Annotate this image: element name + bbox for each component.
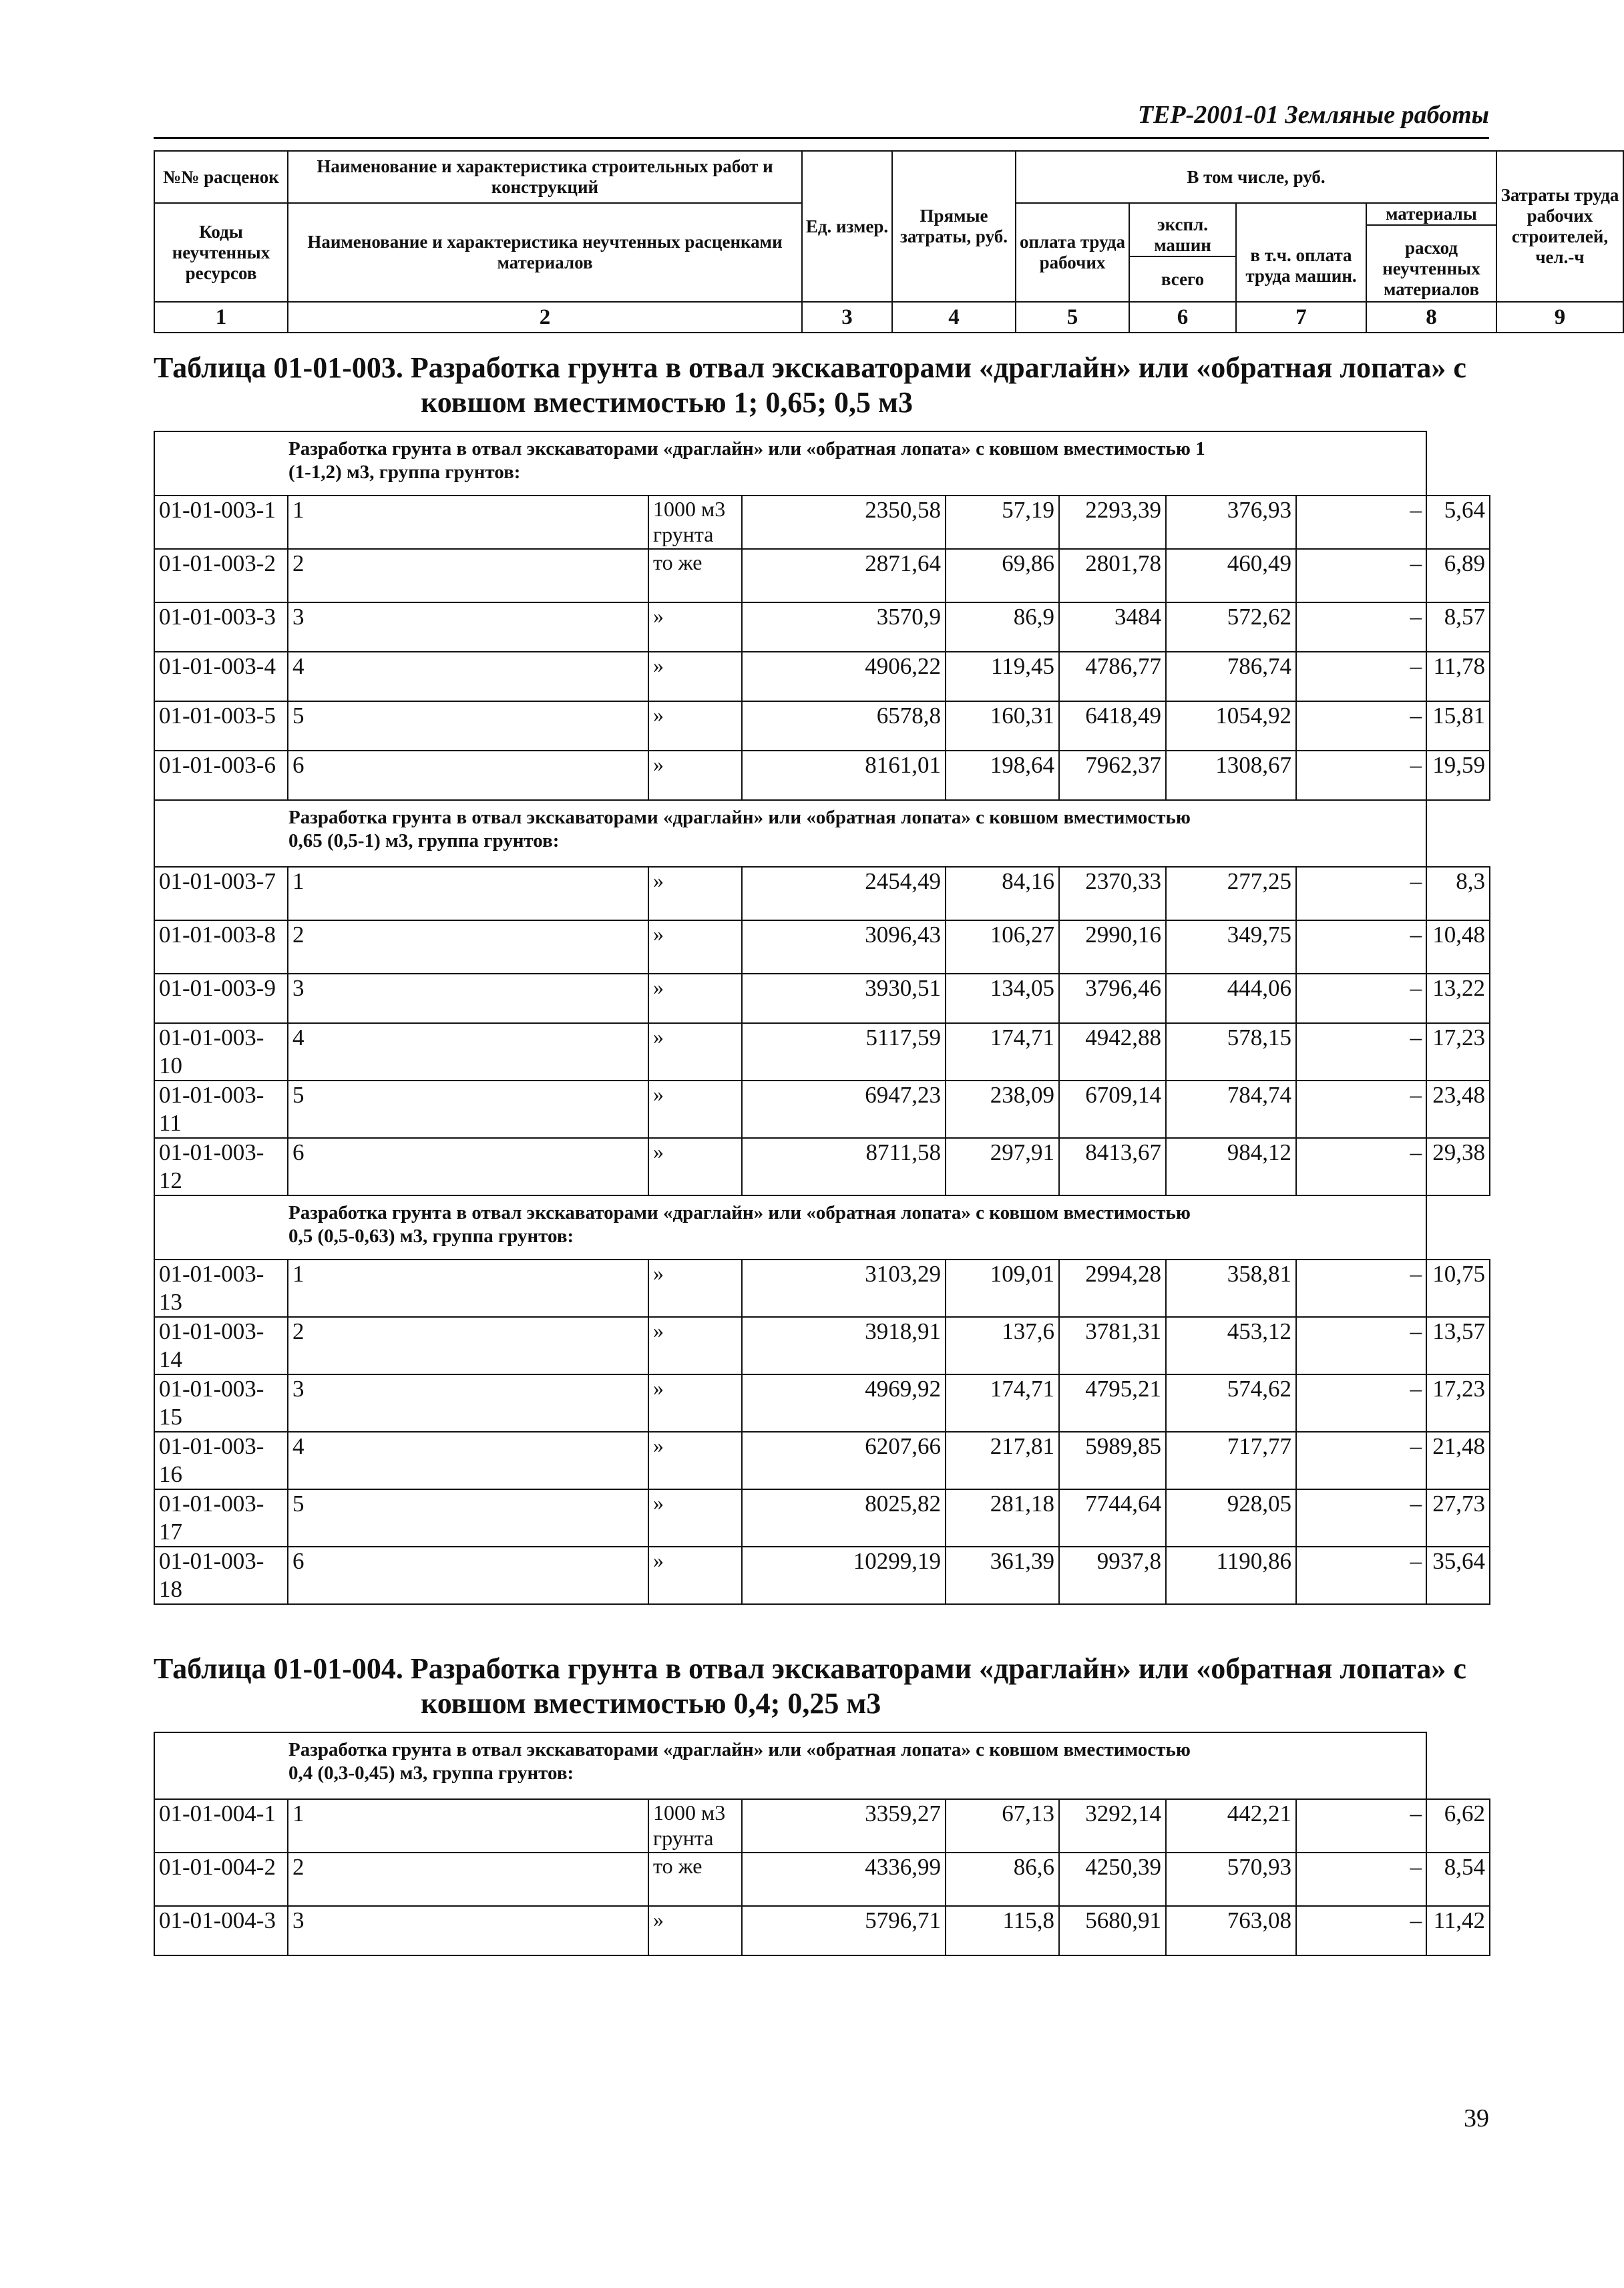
machinist-pay: 349,75 xyxy=(1166,920,1296,974)
materials: – xyxy=(1296,1317,1426,1374)
table-caption-line: Таблица 01-01-004. Разработка грунта в отвал экскаваторами «драглайн» или «обратная лопата» с xyxy=(154,1652,1466,1685)
section-title-line: (1-1,2) м3, группа грунтов: xyxy=(288,461,521,483)
labor-pay: 174,71 xyxy=(946,1374,1059,1432)
col-number-7: 7 xyxy=(1236,302,1366,333)
labor-pay: 115,8 xyxy=(946,1906,1059,1955)
unit: » xyxy=(648,1260,742,1317)
machinist-pay: 570,93 xyxy=(1166,1853,1296,1906)
labor-hours: 17,23 xyxy=(1426,1374,1490,1432)
section-title-line: 0,4 (0,3-0,45) м3, группа грунтов: xyxy=(288,1762,574,1784)
labor-hours: 13,57 xyxy=(1426,1317,1490,1374)
table-caption xyxy=(154,1652,1489,1721)
materials: – xyxy=(1296,867,1426,920)
table-row xyxy=(154,701,1490,751)
materials: – xyxy=(1296,751,1426,800)
materials: – xyxy=(1296,1853,1426,1906)
soil-group: 2 xyxy=(288,1317,648,1374)
col-direct-costs-header: Прямые затраты, руб. xyxy=(892,151,1016,302)
col-number-8: 8 xyxy=(1366,302,1496,333)
rate-code: 01-01-003-17 xyxy=(154,1489,288,1547)
labor-pay: 86,9 xyxy=(946,602,1059,652)
materials: – xyxy=(1296,1432,1426,1489)
section-title-line: Разработка грунта в отвал экскаваторами «драглайн» или «обратная лопата» с ковшом вместимостью 1 xyxy=(288,438,1205,459)
machines-total: 6709,14 xyxy=(1059,1081,1166,1138)
unit: 1000 м3 грунта xyxy=(648,496,742,549)
soil-group: 3 xyxy=(288,974,648,1023)
section-title-line: Разработка грунта в отвал экскаваторами «драглайн» или «обратная лопата» с ковшом вместимостью xyxy=(288,1739,1191,1760)
labor-pay: 84,16 xyxy=(946,867,1059,920)
col-number-5: 5 xyxy=(1016,302,1129,333)
soil-group: 2 xyxy=(288,920,648,974)
materials: – xyxy=(1296,549,1426,602)
soil-group: 1 xyxy=(288,496,648,549)
soil-group: 6 xyxy=(288,1138,648,1195)
table-caption-line: Таблица 01-01-003. Разработка грунта в отвал экскаваторами «драглайн» или «обратная лопата» с xyxy=(154,351,1466,384)
labor-hours: 6,62 xyxy=(1426,1799,1490,1853)
section-title-line: 0,65 (0,5-1) м3, группа грунтов: xyxy=(288,830,560,851)
soil-group: 4 xyxy=(288,1023,648,1081)
materials: – xyxy=(1296,920,1426,974)
direct-costs: 4336,99 xyxy=(742,1853,946,1906)
direct-costs: 4969,92 xyxy=(742,1374,946,1432)
unit: » xyxy=(648,1081,742,1138)
materials: – xyxy=(1296,652,1426,701)
col-material-consumption-label: расход неучтенных материалов xyxy=(1382,238,1480,299)
machines-total: 2801,78 xyxy=(1059,549,1166,602)
soil-group: 4 xyxy=(288,1432,648,1489)
direct-costs: 3570,9 xyxy=(742,602,946,652)
table-row xyxy=(154,652,1490,701)
col-unit-header: Ед. измер. xyxy=(802,151,892,302)
rate-code: 01-01-003-15 xyxy=(154,1374,288,1432)
materials: – xyxy=(1296,1799,1426,1853)
section-title-row xyxy=(154,431,1490,496)
soil-group: 2 xyxy=(288,549,648,602)
machines-total: 9937,8 xyxy=(1059,1547,1166,1604)
labor-pay: 109,01 xyxy=(946,1260,1059,1317)
labor-pay: 174,71 xyxy=(946,1023,1059,1081)
section-title-row xyxy=(154,1195,1490,1260)
col-number-1: 1 xyxy=(154,302,288,333)
soil-group: 2 xyxy=(288,1853,648,1906)
materials: – xyxy=(1296,602,1426,652)
col-machinist-pay-label: в т.ч. оплата труда машин. xyxy=(1245,245,1357,286)
unit: то же xyxy=(648,549,742,602)
materials: – xyxy=(1296,1023,1426,1081)
labor-pay: 160,31 xyxy=(946,701,1059,751)
labor-pay: 106,27 xyxy=(946,920,1059,974)
labor-pay: 137,6 xyxy=(946,1317,1059,1374)
section-title xyxy=(154,1732,1426,1799)
table-row xyxy=(154,1081,1490,1138)
direct-costs: 3918,91 xyxy=(742,1317,946,1374)
soil-group: 1 xyxy=(288,1799,648,1853)
table-row xyxy=(154,751,1490,800)
page-number: 39 xyxy=(1464,2104,1489,2132)
col-materials-name-header: Наименование и характеристика неучтенных расценками материалов xyxy=(288,203,802,302)
rate-code: 01-01-004-1 xyxy=(154,1799,288,1853)
direct-costs: 3096,43 xyxy=(742,920,946,974)
machines-total: 4795,21 xyxy=(1059,1374,1166,1432)
labor-hours: 17,23 xyxy=(1426,1023,1490,1081)
machinist-pay: 578,15 xyxy=(1166,1023,1296,1081)
machines-total: 4786,77 xyxy=(1059,652,1166,701)
machinist-pay: 928,05 xyxy=(1166,1489,1296,1547)
soil-group: 5 xyxy=(288,1489,648,1547)
col-number-3: 3 xyxy=(802,302,892,333)
machines-total: 8413,67 xyxy=(1059,1138,1166,1195)
rate-code: 01-01-003-3 xyxy=(154,602,288,652)
unit: » xyxy=(648,1317,742,1374)
labor-hours: 10,75 xyxy=(1426,1260,1490,1317)
machines-total: 5680,91 xyxy=(1059,1906,1166,1955)
direct-costs: 6207,66 xyxy=(742,1432,946,1489)
col-machinist-pay-header xyxy=(1236,203,1366,302)
materials: – xyxy=(1296,1081,1426,1138)
direct-costs: 3930,51 xyxy=(742,974,946,1023)
machines-total: 3796,46 xyxy=(1059,974,1166,1023)
table-row xyxy=(154,602,1490,652)
rate-code: 01-01-003-9 xyxy=(154,974,288,1023)
running-header: ТЕР-2001-01 Земляные работы xyxy=(1137,101,1489,129)
col-number-9: 9 xyxy=(1496,302,1623,333)
soil-group: 3 xyxy=(288,1906,648,1955)
col-machines-total-header xyxy=(1129,203,1236,302)
soil-group: 5 xyxy=(288,1081,648,1138)
machinist-pay: 786,74 xyxy=(1166,652,1296,701)
soil-group: 6 xyxy=(288,751,648,800)
col-number-2: 2 xyxy=(288,302,802,333)
table-caption-line: ковшом вместимостью 0,4; 0,25 м3 xyxy=(421,1687,881,1720)
table-row xyxy=(154,1432,1490,1489)
machinist-pay: 574,62 xyxy=(1166,1374,1296,1432)
unit: » xyxy=(648,652,742,701)
materials: – xyxy=(1296,1138,1426,1195)
unit: » xyxy=(648,1547,742,1604)
col-material-consumption-header xyxy=(1366,203,1496,302)
labor-hours: 21,48 xyxy=(1426,1432,1490,1489)
machines-total: 2370,33 xyxy=(1059,867,1166,920)
section-title xyxy=(154,431,1426,496)
machines-total: 3781,31 xyxy=(1059,1317,1166,1374)
rate-code: 01-01-003-13 xyxy=(154,1260,288,1317)
rate-code: 01-01-003-18 xyxy=(154,1547,288,1604)
labor-hours: 8,3 xyxy=(1426,867,1490,920)
rate-code: 01-01-003-1 xyxy=(154,496,288,549)
table-row xyxy=(154,1260,1490,1317)
materials: – xyxy=(1296,1374,1426,1432)
soil-group: 6 xyxy=(288,1547,648,1604)
labor-pay: 69,86 xyxy=(946,549,1059,602)
table-row xyxy=(154,1489,1490,1547)
col-number-4: 4 xyxy=(892,302,1016,333)
unit: » xyxy=(648,1432,742,1489)
direct-costs: 10299,19 xyxy=(742,1547,946,1604)
rate-code: 01-01-003-10 xyxy=(154,1023,288,1081)
machinist-pay: 784,74 xyxy=(1166,1081,1296,1138)
labor-pay: 134,05 xyxy=(946,974,1059,1023)
direct-costs: 2871,64 xyxy=(742,549,946,602)
machinist-pay: 442,21 xyxy=(1166,1799,1296,1853)
column-header-table xyxy=(154,150,1624,333)
direct-costs: 2350,58 xyxy=(742,496,946,549)
labor-pay: 217,81 xyxy=(946,1432,1059,1489)
labor-hours: 29,38 xyxy=(1426,1138,1490,1195)
unit: » xyxy=(648,920,742,974)
section-title-line: 0,5 (0,5-0,63) м3, группа грунтов: xyxy=(288,1225,574,1247)
labor-pay: 57,19 xyxy=(946,496,1059,549)
table-row xyxy=(154,1906,1490,1955)
col-number-6: 6 xyxy=(1129,302,1236,333)
machines-total: 7962,37 xyxy=(1059,751,1166,800)
table-row xyxy=(154,1799,1490,1853)
machinist-pay: 358,81 xyxy=(1166,1260,1296,1317)
col-labor-pay-header: оплата труда рабочих xyxy=(1016,203,1129,302)
soil-group: 5 xyxy=(288,701,648,751)
table-row xyxy=(154,920,1490,974)
machines-total: 2990,16 xyxy=(1059,920,1166,974)
direct-costs: 8161,01 xyxy=(742,751,946,800)
materials: – xyxy=(1296,1260,1426,1317)
labor-hours: 13,22 xyxy=(1426,974,1490,1023)
unit: » xyxy=(648,974,742,1023)
unit: » xyxy=(648,1489,742,1547)
col-including-header: В том числе, руб. xyxy=(1016,151,1496,203)
table-row xyxy=(154,974,1490,1023)
machinist-pay: 572,62 xyxy=(1166,602,1296,652)
unit: » xyxy=(648,751,742,800)
section-title-row xyxy=(154,800,1490,867)
machines-total: 4942,88 xyxy=(1059,1023,1166,1081)
direct-costs: 5117,59 xyxy=(742,1023,946,1081)
labor-hours: 15,81 xyxy=(1426,701,1490,751)
labor-hours: 27,73 xyxy=(1426,1489,1490,1547)
machines-total: 2994,28 xyxy=(1059,1260,1166,1317)
direct-costs: 8025,82 xyxy=(742,1489,946,1547)
table-row xyxy=(154,1853,1490,1906)
unit: » xyxy=(648,1023,742,1081)
direct-costs: 3103,29 xyxy=(742,1260,946,1317)
materials: – xyxy=(1296,974,1426,1023)
unit: » xyxy=(648,602,742,652)
rate-code: 01-01-003-11 xyxy=(154,1081,288,1138)
unit: » xyxy=(648,1138,742,1195)
labor-hours: 6,89 xyxy=(1426,549,1490,602)
col-materials-header: материалы xyxy=(1367,204,1496,226)
machinist-pay: 460,49 xyxy=(1166,549,1296,602)
section-title-line: Разработка грунта в отвал экскаваторами «драглайн» или «обратная лопата» с ковшом вместимостью xyxy=(288,1202,1191,1223)
machinist-pay: 1190,86 xyxy=(1166,1547,1296,1604)
rates-table-01-01-004 xyxy=(154,1732,1490,1956)
labor-pay: 238,09 xyxy=(946,1081,1059,1138)
machinist-pay: 984,12 xyxy=(1166,1138,1296,1195)
table-row xyxy=(154,1547,1490,1604)
rate-code: 01-01-003-16 xyxy=(154,1432,288,1489)
col-labor-cost-header: Затраты труда рабочих строителей, чел.-ч xyxy=(1496,151,1623,302)
soil-group: 1 xyxy=(288,867,648,920)
col-machines-header: экспл. машин xyxy=(1130,214,1235,257)
labor-hours: 8,54 xyxy=(1426,1853,1490,1906)
table-row xyxy=(154,1374,1490,1432)
unit: » xyxy=(648,1374,742,1432)
direct-costs: 4906,22 xyxy=(742,652,946,701)
section-title xyxy=(154,1195,1426,1260)
machines-total: 2293,39 xyxy=(1059,496,1166,549)
col-rate-number-header: №№ расценок xyxy=(154,151,288,203)
direct-costs: 6578,8 xyxy=(742,701,946,751)
direct-costs: 5796,71 xyxy=(742,1906,946,1955)
table-row xyxy=(154,867,1490,920)
labor-hours: 35,64 xyxy=(1426,1547,1490,1604)
rate-code: 01-01-003-8 xyxy=(154,920,288,974)
rate-code: 01-01-004-2 xyxy=(154,1853,288,1906)
machinist-pay: 1308,67 xyxy=(1166,751,1296,800)
labor-hours: 11,78 xyxy=(1426,652,1490,701)
labor-hours: 5,64 xyxy=(1426,496,1490,549)
col-machines-total-label: всего xyxy=(1161,268,1205,289)
soil-group: 1 xyxy=(288,1260,648,1317)
table-row xyxy=(154,496,1490,549)
machinist-pay: 376,93 xyxy=(1166,496,1296,549)
table-caption xyxy=(154,351,1489,420)
labor-pay: 86,6 xyxy=(946,1853,1059,1906)
materials: – xyxy=(1296,1489,1426,1547)
labor-pay: 297,91 xyxy=(946,1138,1059,1195)
unit: » xyxy=(648,701,742,751)
rate-code: 01-01-003-12 xyxy=(154,1138,288,1195)
machines-total: 3292,14 xyxy=(1059,1799,1166,1853)
machinist-pay: 453,12 xyxy=(1166,1317,1296,1374)
materials: – xyxy=(1296,1906,1426,1955)
rate-code: 01-01-004-3 xyxy=(154,1906,288,1955)
table-row xyxy=(154,1317,1490,1374)
direct-costs: 6947,23 xyxy=(742,1081,946,1138)
section-title-row xyxy=(154,1732,1490,1799)
machinist-pay: 444,06 xyxy=(1166,974,1296,1023)
labor-pay: 119,45 xyxy=(946,652,1059,701)
labor-pay: 198,64 xyxy=(946,751,1059,800)
table-caption-line: ковшом вместимостью 1; 0,65; 0,5 м3 xyxy=(421,386,913,419)
rates-table-01-01-003 xyxy=(154,431,1490,1605)
labor-pay: 67,13 xyxy=(946,1799,1059,1853)
direct-costs: 3359,27 xyxy=(742,1799,946,1853)
unit: 1000 м3 грунта xyxy=(648,1799,742,1853)
unit: » xyxy=(648,867,742,920)
machines-total: 3484 xyxy=(1059,602,1166,652)
rate-code: 01-01-003-14 xyxy=(154,1317,288,1374)
table-row xyxy=(154,1023,1490,1081)
labor-hours: 11,42 xyxy=(1426,1906,1490,1955)
soil-group: 4 xyxy=(288,652,648,701)
rate-code: 01-01-003-7 xyxy=(154,867,288,920)
soil-group: 3 xyxy=(288,1374,648,1432)
section-title-line: Разработка грунта в отвал экскаваторами «драглайн» или «обратная лопата» с ковшом вместимостью xyxy=(288,807,1191,828)
unit: то же xyxy=(648,1853,742,1906)
machinist-pay: 277,25 xyxy=(1166,867,1296,920)
labor-hours: 23,48 xyxy=(1426,1081,1490,1138)
labor-pay: 281,18 xyxy=(946,1489,1059,1547)
direct-costs: 2454,49 xyxy=(742,867,946,920)
materials: – xyxy=(1296,496,1426,549)
col-resource-codes-header: Коды неучтенных ресурсов xyxy=(154,203,288,302)
soil-group: 3 xyxy=(288,602,648,652)
machinist-pay: 763,08 xyxy=(1166,1906,1296,1955)
machinist-pay: 717,77 xyxy=(1166,1432,1296,1489)
table-row xyxy=(154,1138,1490,1195)
materials: – xyxy=(1296,701,1426,751)
machines-total: 7744,64 xyxy=(1059,1489,1166,1547)
section-title xyxy=(154,800,1426,867)
machines-total: 6418,49 xyxy=(1059,701,1166,751)
col-work-name-header: Наименование и характеристика строительных работ и конструкций xyxy=(288,151,802,203)
machinist-pay: 1054,92 xyxy=(1166,701,1296,751)
table-row xyxy=(154,549,1490,602)
machines-total: 5989,85 xyxy=(1059,1432,1166,1489)
rate-code: 01-01-003-4 xyxy=(154,652,288,701)
rate-code: 01-01-003-6 xyxy=(154,751,288,800)
header-rule xyxy=(154,137,1489,139)
labor-hours: 10,48 xyxy=(1426,920,1490,974)
labor-hours: 19,59 xyxy=(1426,751,1490,800)
direct-costs: 8711,58 xyxy=(742,1138,946,1195)
unit: » xyxy=(648,1906,742,1955)
labor-hours: 8,57 xyxy=(1426,602,1490,652)
labor-pay: 361,39 xyxy=(946,1547,1059,1604)
machines-total: 4250,39 xyxy=(1059,1853,1166,1906)
rate-code: 01-01-003-2 xyxy=(154,549,288,602)
rate-code: 01-01-003-5 xyxy=(154,701,288,751)
materials: – xyxy=(1296,1547,1426,1604)
